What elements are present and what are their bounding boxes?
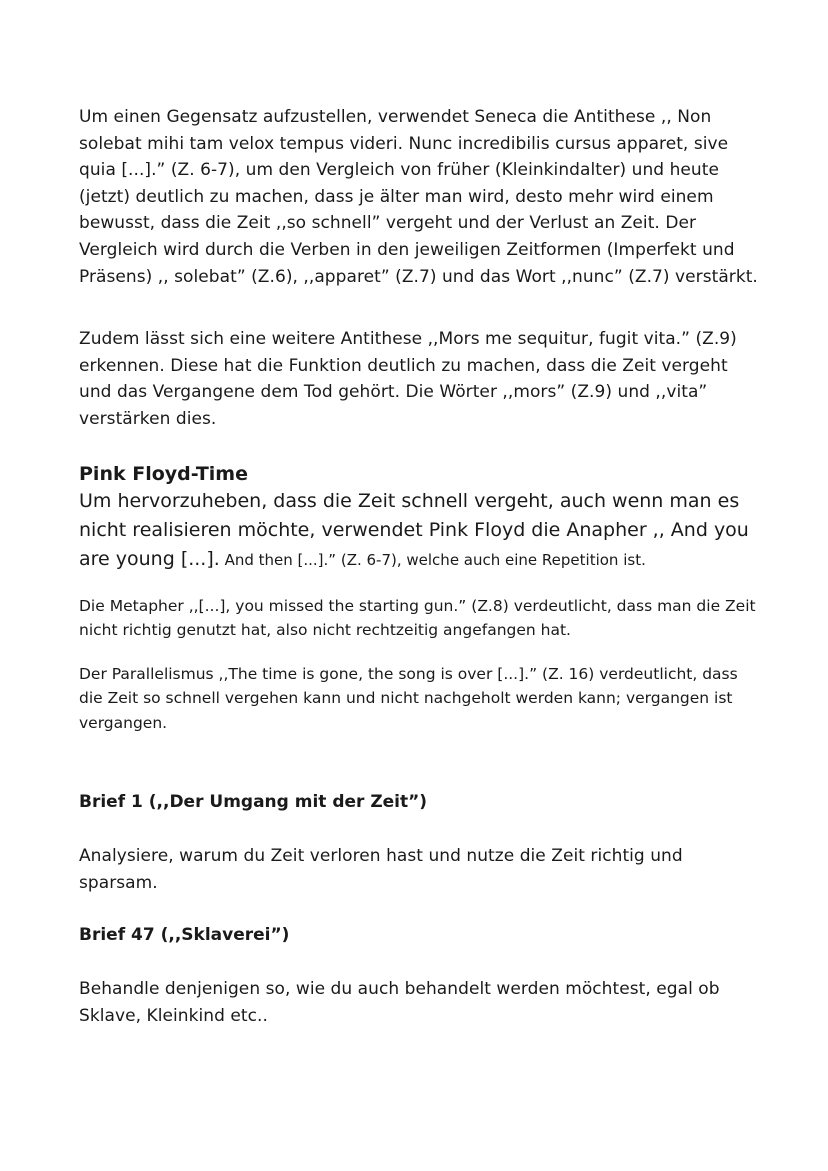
heading-brief-1: Brief 1 (,,Der Umgang mit der Zeit”) (79, 792, 428, 813)
paragraph-seneca-antithese: Um einen Gegensatz aufzustellen, verwendet Seneca die Antithese ,, Non solebat mihi tam velox tempus videri. Nunc incredibilis cursus apparet, sive quia [...].” (Z. 6-7), um den Vergleich von früher (Kleinkindalter) und heute (jetzt) deutlich zu machen, dass je älter man wird, desto mehr wird einem bewusst, dass die Zeit ,,so schnell” vergeht und der Verlust an Zeit. Der Vergleich wird durch die Verben in den jeweiligen Zeitformen (Imperfekt und Präsens) ,, solebat” (Z.6), ,,apparet” (Z.7) und das Wort ,,nunc” (Z.7) verstärkt. (79, 107, 758, 287)
paragraph-seneca-mors: Zudem lässt sich eine weitere Antithese ,,Mors me sequitur, fugit vita.” (Z.9) erkennen. Diese hat die Funktion deutlich zu machen, dass die Zeit vergeht und das Vergangene dem Tod gehört. Die Wörter ,,mors” (Z.9) und ,,vita” verstärken dies. (79, 329, 737, 429)
paragraph-pink-floyd-metapher: Die Metapher ,,[...], you missed the starting gun.” (Z.8) verdeutlicht, dass man die Zeit nicht richtig genutzt hat, also nicht rechtzeitig angefangen hat. (79, 596, 756, 640)
anapher-text-tail: And then [...].” (Z. 6-7), welche auch eine Repetition ist. (219, 550, 646, 569)
paragraph-pink-floyd-parallelismus: Der Parallelismus ,,The time is gone, the song is over [...].” (Z. 16) verdeutlicht, dass die Zeit so schnell vergehen kann und nicht nachgeholt werden kann; vergangen ist vergangen. (79, 664, 738, 732)
heading-brief-47: Brief 47 (,,Sklaverei”) (79, 925, 290, 946)
heading-pink-floyd: Pink Floyd-Time (79, 462, 248, 485)
document-page (79, 104, 759, 1029)
anapher-text: Um hervorzuheben, dass die Zeit schnell vergeht, auch wenn man es nicht realisieren möchte, verwendet Pink Floyd die Anapher ,, And you are young [...]. (79, 489, 749, 570)
paragraph-brief-47: Behandle denjenigen so, wie du auch behandelt werden möchtest, egal ob Sklave, Kleinkind etc.. (79, 979, 720, 1026)
paragraph-brief-1: Analysiere, warum du Zeit verloren hast und nutze die Zeit richtig und sparsam. (79, 846, 683, 893)
paragraph-pink-floyd-anapher (79, 487, 759, 575)
